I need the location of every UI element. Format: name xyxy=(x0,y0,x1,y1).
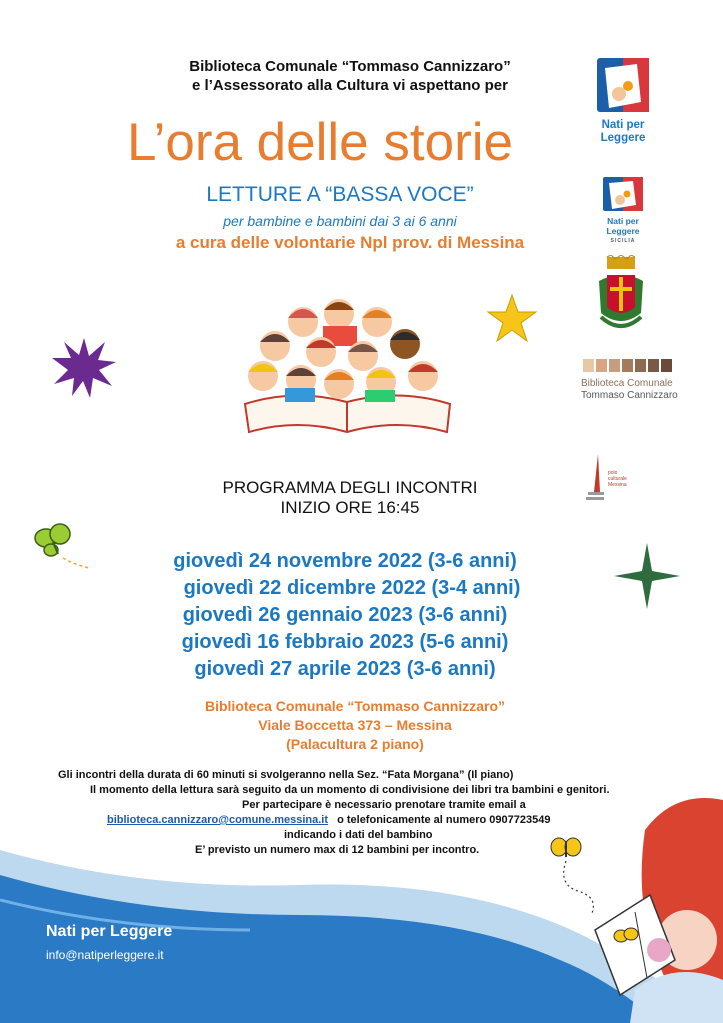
palacultura-line-2: culturale xyxy=(608,476,627,482)
npl-sicilia-line-1: Nati per xyxy=(607,216,639,226)
npl-sicilia-logo xyxy=(603,177,643,246)
npl-sicilia-book-icon xyxy=(603,177,643,211)
info-line-1: Gli incontri della durata di 60 minuti si svolgeranno nella Sez. “Fata Morgana” (Il piano) xyxy=(58,769,514,781)
biblioteca-color-bars xyxy=(583,359,681,372)
npl-book-icon xyxy=(597,58,649,112)
header-line-1: Biblioteca Comunale “Tommaso Cannizzaro” xyxy=(189,58,511,75)
date-item: giovedì 24 novembre 2022 (3-6 anni) xyxy=(173,550,517,572)
npl-top-line-2: Leggere xyxy=(600,132,646,144)
venue-floor: (Palacultura 2 piano) xyxy=(286,736,424,752)
info-line-3: Per partecipare è necessario prenotare tramite email a xyxy=(242,799,526,811)
venue-address: Viale Boccetta 373 – Messina xyxy=(258,717,452,733)
info-line-6: E’ previsto un numero max di 12 bambini per incontro. xyxy=(195,844,480,856)
palacultura-logo xyxy=(586,452,630,504)
messina-coat-of-arms xyxy=(595,255,647,340)
palacultura-line-1: polo xyxy=(608,470,618,476)
children-reading-illustration xyxy=(235,292,460,440)
npl-sicilia-line-2: Leggere xyxy=(606,226,640,236)
program-heading xyxy=(140,478,560,518)
venue xyxy=(150,697,560,754)
coat-of-arms-icon xyxy=(595,255,647,335)
tower-icon xyxy=(586,452,606,504)
date-item: giovedì 22 dicembre 2022 (3-4 anni) xyxy=(183,577,521,599)
footer-brand: Nati per Leggere xyxy=(46,923,173,940)
npl-logo-top xyxy=(597,58,649,145)
biblioteca-logo-line-2: Tommaso Cannizzaro xyxy=(581,390,678,401)
yellow-star-icon xyxy=(485,293,539,345)
email-link[interactable]: biblioteca.cannizzaro@comune.messina.it xyxy=(107,814,329,826)
phone-text: o telefonicamente al numero 0907723549 xyxy=(337,814,551,826)
subtitle: LETTURE A “BASSA VOCE” xyxy=(206,183,474,206)
volunteers-line: a cura delle volontarie Npl prov. di Messina xyxy=(175,233,525,252)
npl-top-line-1: Nati per xyxy=(601,119,645,131)
date-item: giovedì 26 gennaio 2023 (3-6 anni) xyxy=(182,604,508,626)
footer-email[interactable]: info@natiperleggere.it xyxy=(46,948,164,962)
program-start-time: INIZIO ORE 16:45 xyxy=(280,498,420,517)
header-line-2: e l’Assessorato alla Cultura vi aspettano per xyxy=(192,77,508,94)
palacultura-line-3: Messina xyxy=(608,482,627,488)
date-item: giovedì 16 febbraio 2023 (5-6 anni) xyxy=(181,631,509,653)
reading-girl-illustration xyxy=(575,790,723,1023)
program-title: PROGRAMMA DEGLI INCONTRI xyxy=(222,478,478,497)
date-item: giovedì 27 aprile 2023 (3-6 anni) xyxy=(194,658,496,680)
green-butterfly-icon xyxy=(33,520,93,572)
biblioteca-logo xyxy=(581,359,681,402)
biblioteca-logo-line-1: Biblioteca Comunale xyxy=(581,378,673,389)
info-line-5: indicando i dati del bambino xyxy=(284,829,433,841)
green-star-icon xyxy=(614,543,680,609)
header xyxy=(120,57,580,95)
npl-sicilia-line-3: SICILIA xyxy=(610,238,636,244)
info-line-2: Il momento della lettura sarà seguito da un momento di condivisione dei libri tra bambini e genitori. xyxy=(90,784,610,796)
dates-list xyxy=(110,548,580,683)
venue-name: Biblioteca Comunale “Tommaso Cannizzaro” xyxy=(204,698,505,714)
purple-burst-icon xyxy=(50,336,118,400)
age-range: per bambine e bambini dai 3 ai 6 anni xyxy=(223,213,457,229)
page-title: L’ora delle storie xyxy=(127,113,513,172)
